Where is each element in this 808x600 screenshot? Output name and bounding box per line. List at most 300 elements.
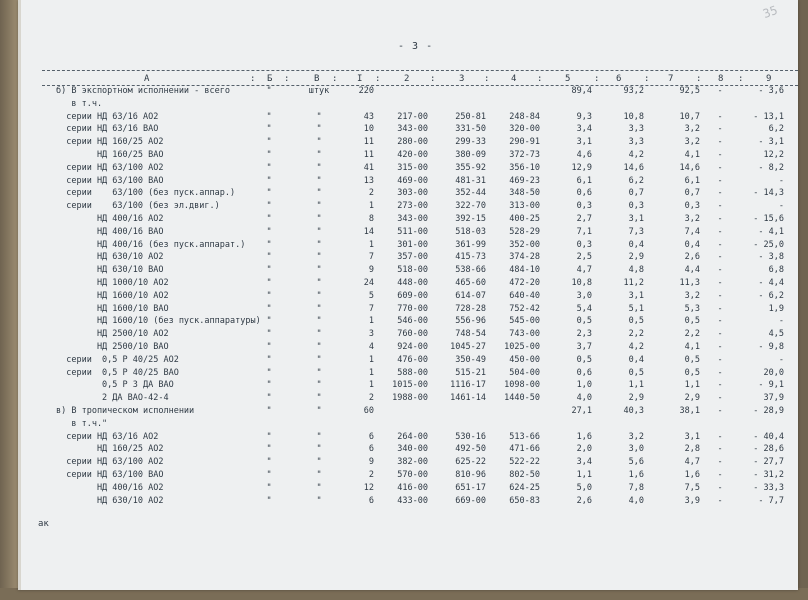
row-col-2: 217-00	[397, 111, 428, 122]
row-col-3: 530-16	[455, 431, 486, 442]
row-col-7: 5,3	[684, 303, 700, 314]
row-col-3: 1116-17	[450, 380, 486, 391]
row-col-4: 743-00	[509, 329, 540, 340]
row-col-9: 6,8	[768, 265, 784, 276]
row-col-2: 382-00	[397, 457, 428, 468]
row-col-3: 415-73	[455, 252, 486, 263]
row-col-5: 10,8	[571, 278, 592, 288]
header-col-a: А	[144, 74, 150, 84]
row-col-9: - 6,2	[758, 290, 784, 301]
row-col-5: 4,0	[576, 393, 592, 404]
row-col-5: 0,3	[576, 201, 592, 212]
row-col-5: 2,5	[576, 252, 592, 263]
row-col-3: 481-31	[455, 175, 486, 186]
table-row	[18, 201, 798, 213]
row-col-1: 11	[363, 150, 374, 160]
row-ditto: "	[266, 175, 272, 186]
row-col-6: 93,2	[623, 86, 644, 96]
row-col-8: -	[717, 188, 723, 199]
row-col-2: 343-00	[397, 124, 428, 135]
table-row	[18, 342, 798, 354]
row-col-9: -	[778, 175, 784, 186]
row-label: 2 ДА ВАО-42-4	[56, 393, 169, 404]
row-col-4: 504-00	[509, 367, 540, 378]
row-col-9: 1,9	[768, 303, 784, 314]
row-col-9: - 3,1	[758, 137, 784, 148]
row-col-8: -	[717, 86, 723, 96]
row-col-1: 1	[368, 201, 374, 212]
row-col-4: 352-00	[509, 239, 540, 250]
row-col-4: 469-23	[509, 175, 540, 186]
row-col-8: -	[717, 278, 723, 288]
row-label: серии НД 63/100 ВАО	[56, 175, 164, 186]
row-col-7: 2,9	[684, 393, 700, 404]
header-col-8: 8	[718, 74, 724, 84]
row-col-9: - 3,6	[758, 86, 784, 96]
row-col-1: 41	[363, 162, 374, 173]
row-col-6: 3,3	[628, 137, 644, 148]
table-row	[18, 188, 798, 200]
row-col-7: 2,6	[684, 252, 700, 263]
row-col-9: 4,5	[768, 329, 784, 340]
row-col-6: 3,0	[628, 444, 644, 455]
row-col-4: 290-91	[509, 137, 540, 148]
row-unit: "	[316, 162, 322, 173]
header-col-b: Б	[267, 74, 273, 84]
row-col-3: 465-60	[455, 278, 486, 288]
row-col-1: 2	[368, 470, 374, 480]
row-col-4: 313-00	[509, 201, 540, 212]
row-col-2: 416-00	[397, 482, 428, 493]
row-col-9: - 8,2	[758, 162, 784, 173]
row-col-7: 3,2	[684, 124, 700, 135]
header-col-6: 6	[616, 74, 622, 84]
header-sep: :	[250, 74, 256, 84]
row-label: НД 630/10 АО2	[56, 495, 164, 506]
row-col-9: -	[778, 316, 784, 327]
row-label: 0,5 Р 3 ДА ВАО	[56, 380, 174, 391]
row-col-6: 0,7	[628, 188, 644, 199]
row-col-3: 1045-27	[450, 342, 486, 352]
row-col-7: 0,5	[684, 316, 700, 327]
table-row	[18, 291, 798, 303]
row-col-8: -	[717, 201, 723, 212]
row-col-5: 3,4	[576, 457, 592, 468]
table-row	[18, 483, 798, 495]
row-col-1: 10	[363, 124, 374, 135]
row-col-6: 7,8	[628, 482, 644, 493]
row-col-1: 1	[368, 354, 374, 365]
row-col-1: 8	[368, 214, 374, 224]
row-col-1: 43	[363, 111, 374, 122]
row-col-3: 492-50	[455, 444, 486, 455]
row-col-9: - 3,8	[758, 252, 784, 263]
table-row	[18, 137, 798, 149]
row-ditto: "	[266, 150, 272, 160]
header-sep: :	[284, 74, 290, 84]
row-col-4: 522-22	[509, 457, 540, 468]
row-col-9: - 33,3	[753, 482, 784, 493]
row-col-5: 0,5	[576, 316, 592, 327]
row-col-4: 1098-00	[504, 380, 540, 391]
row-col-6: 14,6	[623, 162, 644, 173]
row-col-5: 7,1	[576, 226, 592, 237]
row-col-3: 331-50	[455, 124, 486, 135]
table-row	[18, 432, 798, 444]
row-col-6: 2,9	[628, 252, 644, 263]
row-col-6: 0,4	[628, 239, 644, 250]
row-col-1: 7	[368, 252, 374, 263]
row-col-9: -	[778, 354, 784, 365]
row-col-3: 380-09	[455, 150, 486, 160]
row-col-2: 1015-00	[392, 380, 428, 391]
row-ditto: "	[266, 188, 272, 199]
row-col-1: 1	[368, 380, 374, 391]
row-col-2: 273-00	[397, 201, 428, 212]
row-col-4: 513-66	[509, 431, 540, 442]
document-page	[18, 0, 798, 590]
header-sep: :	[738, 74, 744, 84]
row-col-6: 7,3	[628, 226, 644, 237]
row-col-1: 220	[358, 86, 374, 96]
row-col-8: -	[717, 111, 723, 122]
header-col-4: 4	[511, 74, 517, 84]
row-unit: "	[316, 482, 322, 493]
row-unit: "	[316, 342, 322, 352]
row-col-8: -	[717, 393, 723, 404]
row-col-3: 651-17	[455, 482, 486, 493]
row-col-9: - 25,0	[753, 239, 784, 250]
row-col-8: -	[717, 444, 723, 455]
row-unit: "	[316, 290, 322, 301]
row-col-2: 280-00	[397, 137, 428, 148]
row-col-9: - 15,6	[753, 214, 784, 224]
row-col-1: 2	[368, 188, 374, 199]
row-col-5: 9,3	[576, 111, 592, 122]
row-col-6: 0,5	[628, 316, 644, 327]
header-col-v: В	[314, 74, 320, 84]
row-col-4: 471-66	[509, 444, 540, 455]
row-col-7: 4,7	[684, 457, 700, 468]
row-label: НД 400/16 АО2	[56, 214, 164, 224]
table-row	[18, 99, 798, 111]
row-col-7: 10,7	[679, 111, 700, 122]
header-sep: :	[537, 74, 543, 84]
row-ditto: "	[266, 431, 272, 442]
row-col-3: 299-33	[455, 137, 486, 148]
header-col-9: 9	[766, 74, 772, 84]
row-col-5: 2,7	[576, 214, 592, 224]
row-col-3: 352-44	[455, 188, 486, 199]
row-col-3: 556-96	[455, 316, 486, 327]
row-col-7: 0,3	[684, 201, 700, 212]
row-label: серии НД 63/100 ВАО	[56, 470, 164, 480]
row-label: в т.ч.	[56, 98, 103, 109]
row-col-1: 13	[363, 175, 374, 186]
row-ditto: "	[266, 111, 272, 122]
row-col-2: 420-00	[397, 150, 428, 160]
row-col-7: 4,1	[684, 150, 700, 160]
table-row	[18, 496, 798, 508]
row-col-2: 469-00	[397, 175, 428, 186]
row-label: б) В экспортном исполнении - всего	[56, 86, 230, 96]
row-label: серии НД 63/100 АО2	[56, 162, 164, 173]
row-ditto: "	[266, 265, 272, 276]
row-col-9: - 31,2	[753, 470, 784, 480]
row-unit: "	[316, 150, 322, 160]
row-unit: "	[316, 201, 322, 212]
row-col-3: 518-03	[455, 226, 486, 237]
row-col-3: 361-99	[455, 239, 486, 250]
table-row	[18, 380, 798, 392]
row-col-5: 2,0	[576, 444, 592, 455]
row-ditto: "	[266, 226, 272, 237]
row-col-5: 1,0	[576, 380, 592, 391]
row-label: серии НД 160/25 АО2	[56, 137, 164, 148]
table-row	[18, 176, 798, 188]
row-col-2: 588-00	[397, 367, 428, 378]
row-col-8: -	[717, 342, 723, 352]
row-col-4: 348-50	[509, 188, 540, 199]
row-ditto: "	[266, 354, 272, 365]
table-row	[18, 393, 798, 405]
row-col-3: 669-00	[455, 495, 486, 506]
row-col-4: 640-40	[509, 290, 540, 301]
row-col-9: - 7,7	[758, 495, 784, 506]
row-col-8: -	[717, 367, 723, 378]
row-col-9: -	[778, 201, 784, 212]
row-label: серии НД 63/100 АО2	[56, 457, 164, 468]
row-col-6: 5,6	[628, 457, 644, 468]
row-col-7: 6,1	[684, 175, 700, 186]
row-col-8: -	[717, 175, 723, 186]
row-label: НД 1600/10 ВАО	[56, 303, 169, 314]
row-col-9: - 4,4	[758, 278, 784, 288]
row-col-8: -	[717, 470, 723, 480]
row-col-7: 3,9	[684, 495, 700, 506]
row-col-3: 322-70	[455, 201, 486, 212]
row-col-9: - 14,3	[753, 188, 784, 199]
row-col-1: 1	[368, 316, 374, 327]
row-unit: "	[316, 495, 322, 506]
row-col-4: 484-10	[509, 265, 540, 276]
row-col-4: 472-20	[509, 278, 540, 288]
row-col-2: 315-00	[397, 162, 428, 173]
row-ditto: "	[266, 239, 272, 250]
header-sep: :	[375, 74, 381, 84]
row-col-8: -	[717, 214, 723, 224]
row-col-1: 6	[368, 495, 374, 506]
row-col-8: -	[717, 226, 723, 237]
row-col-5: 3,4	[576, 124, 592, 135]
row-label: НД 1600/10 (без пуск.аппаратуры)	[56, 316, 261, 327]
row-unit: "	[316, 393, 322, 404]
row-col-2: 343-00	[397, 214, 428, 224]
row-col-5: 0,3	[576, 239, 592, 250]
row-label: НД 400/16 ВАО	[56, 226, 164, 237]
row-col-4: 248-84	[509, 111, 540, 122]
row-col-7: 2,2	[684, 329, 700, 340]
row-ditto: "	[266, 201, 272, 212]
row-col-6: 4,0	[628, 495, 644, 506]
row-col-4: 545-00	[509, 316, 540, 327]
row-col-3: 250-81	[455, 111, 486, 122]
row-col-1: 14	[363, 226, 374, 237]
row-col-2: 303-00	[397, 188, 428, 199]
row-col-1: 1	[368, 239, 374, 250]
row-col-7: 4,1	[684, 342, 700, 352]
row-col-7: 7,5	[684, 482, 700, 493]
header-sep: :	[484, 74, 490, 84]
row-col-5: 5,0	[576, 482, 592, 493]
row-col-2: 770-00	[397, 303, 428, 314]
row-col-6: 4,8	[628, 265, 644, 276]
row-col-4: 450-00	[509, 354, 540, 365]
table-row	[18, 444, 798, 456]
row-col-8: -	[717, 482, 723, 493]
row-ditto: "	[266, 444, 272, 455]
row-col-9: - 4,1	[758, 226, 784, 237]
row-ditto: "	[266, 124, 272, 135]
row-col-3: 614-07	[455, 290, 486, 301]
row-col-1: 60	[363, 406, 374, 416]
row-col-4: 528-29	[509, 226, 540, 237]
footer-mark: ак	[38, 519, 49, 529]
row-col-3: 748-54	[455, 329, 486, 340]
row-col-1: 24	[363, 278, 374, 288]
row-ditto: "	[266, 406, 272, 416]
row-col-9: - 40,4	[753, 431, 784, 442]
row-col-2: 357-00	[397, 252, 428, 263]
row-col-5: 89,4	[571, 86, 592, 96]
row-ditto: "	[266, 393, 272, 404]
header-col-2: 2	[404, 74, 410, 84]
row-label: серии 0,5 Р 40/25 ВАО	[56, 367, 179, 378]
header-col-7: 7	[668, 74, 674, 84]
row-col-1: 5	[368, 290, 374, 301]
row-col-5: 2,6	[576, 495, 592, 506]
header-sep: :	[644, 74, 650, 84]
row-label: серии НД 63/16 АО2	[56, 431, 159, 442]
row-col-5: 0,6	[576, 367, 592, 378]
table-row	[18, 214, 798, 226]
row-col-4: 320-00	[509, 124, 540, 135]
row-unit: "	[316, 470, 322, 480]
row-unit: "	[316, 303, 322, 314]
table-row	[18, 150, 798, 162]
row-col-3: 515-21	[455, 367, 486, 378]
table-row	[18, 470, 798, 482]
header-sep: :	[332, 74, 338, 84]
row-ditto: "	[266, 367, 272, 378]
row-col-6: 1,6	[628, 470, 644, 480]
row-col-1: 2	[368, 393, 374, 404]
row-col-2: 760-00	[397, 329, 428, 340]
row-col-8: -	[717, 316, 723, 327]
row-label: серии НД 63/16 ВАО	[56, 124, 159, 135]
row-col-7: 4,4	[684, 265, 700, 276]
row-col-6: 3,2	[628, 431, 644, 442]
row-col-1: 12	[363, 482, 374, 493]
row-col-4: 624-25	[509, 482, 540, 493]
header-col-1: I	[357, 74, 363, 84]
row-ditto: "	[266, 329, 272, 340]
row-col-8: -	[717, 162, 723, 173]
row-unit: "	[316, 239, 322, 250]
row-col-8: -	[717, 329, 723, 340]
row-col-6: 1,1	[628, 380, 644, 391]
row-ditto: "	[266, 470, 272, 480]
row-unit: "	[316, 406, 322, 416]
row-col-7: 11,3	[679, 278, 700, 288]
row-col-2: 340-00	[397, 444, 428, 455]
row-label: серии НД 63/16 АО2	[56, 111, 159, 122]
row-col-3: 1461-14	[450, 393, 486, 404]
row-col-9: - 28,6	[753, 444, 784, 455]
row-unit: штук	[308, 86, 330, 96]
row-label: НД 400/16 (без пуск.аппарат.)	[56, 239, 246, 250]
row-col-2: 546-00	[397, 316, 428, 327]
row-col-6: 2,9	[628, 393, 644, 404]
row-col-3: 810-96	[455, 470, 486, 480]
row-col-6: 4,2	[628, 150, 644, 160]
row-col-2: 448-00	[397, 278, 428, 288]
row-col-8: -	[717, 495, 723, 506]
row-unit: "	[316, 316, 322, 327]
row-col-3: 728-28	[455, 303, 486, 314]
row-col-5: 5,4	[576, 303, 592, 314]
row-col-6: 0,5	[628, 367, 644, 378]
table-row	[18, 406, 798, 418]
table-row	[18, 457, 798, 469]
row-col-8: -	[717, 252, 723, 263]
row-col-7: 0,5	[684, 367, 700, 378]
row-ditto: "	[266, 342, 272, 352]
row-unit: "	[316, 111, 322, 122]
row-col-5: 4,6	[576, 150, 592, 160]
row-col-7: 7,4	[684, 226, 700, 237]
row-col-5: 2,3	[576, 329, 592, 340]
row-col-6: 40,3	[623, 406, 644, 416]
row-col-6: 0,3	[628, 201, 644, 212]
row-label: НД 1600/10 АО2	[56, 290, 169, 301]
table-row	[18, 163, 798, 175]
row-ditto: "	[266, 86, 272, 96]
row-col-4: 356-10	[509, 162, 540, 173]
row-col-4: 1025-00	[504, 342, 540, 352]
row-unit: "	[316, 137, 322, 148]
page-number: - 3 -	[398, 41, 434, 52]
row-col-8: -	[717, 431, 723, 442]
table-row	[18, 355, 798, 367]
row-ditto: "	[266, 316, 272, 327]
row-unit: "	[316, 214, 322, 224]
row-col-1: 9	[368, 265, 374, 276]
header-sep: :	[594, 74, 600, 84]
row-col-8: -	[717, 124, 723, 135]
row-col-6: 6,2	[628, 175, 644, 186]
header-col-3: 3	[459, 74, 465, 84]
row-col-4: 752-42	[509, 303, 540, 314]
row-col-3: 350-49	[455, 354, 486, 365]
row-col-2: 518-00	[397, 265, 428, 276]
row-col-8: -	[717, 380, 723, 391]
row-label: серии 0,5 Р 40/25 АО2	[56, 354, 179, 365]
table-row	[18, 86, 798, 98]
row-col-7: 2,8	[684, 444, 700, 455]
row-col-2: 570-00	[397, 470, 428, 480]
row-col-9: 20,0	[763, 367, 784, 378]
